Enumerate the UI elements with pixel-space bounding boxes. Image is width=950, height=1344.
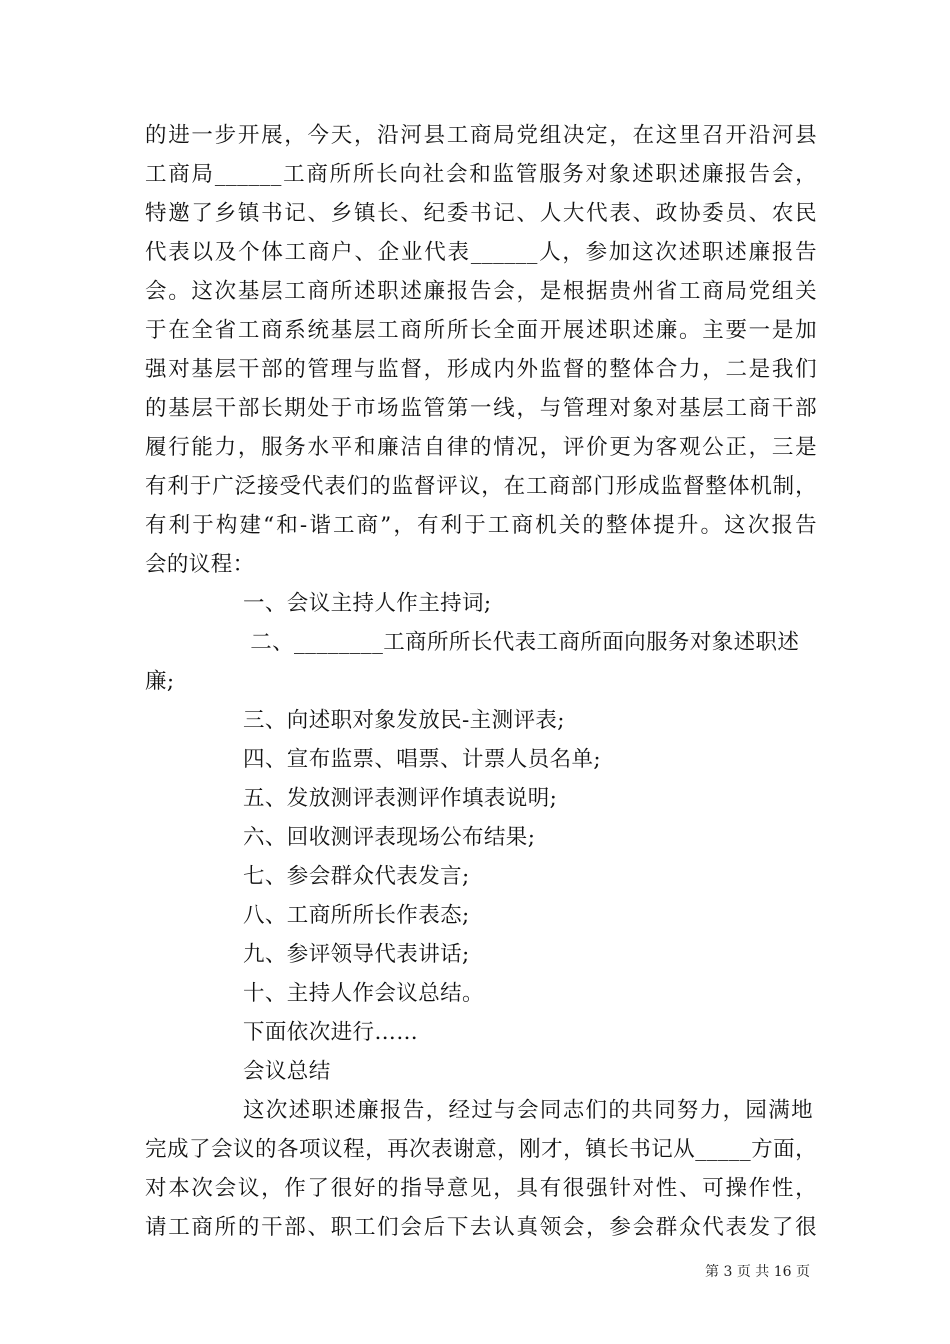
body-line: 有利于构建“和-谐工商”，有利于工商机关的整体提升。这次报告 xyxy=(145,513,817,538)
agenda-item: 九、参评领导代表讲话; xyxy=(243,942,470,967)
body-line: 代表以及个体工商户、企业代表______人，参加这次述职述廉报告 xyxy=(145,240,817,265)
body-line: 特邀了乡镇书记、乡镇长、纪委书记、人大代表、政协委员、农民 xyxy=(145,201,817,226)
summary-line: 完成了会议的各项议程，再次表谢意，刚才，镇长书记从_____方面， xyxy=(145,1137,817,1162)
body-line: 履行能力，服务水平和廉洁自律的情况，评价更为客观公正，三是 xyxy=(145,435,817,460)
agenda-item: 七、参会群众代表发言; xyxy=(243,864,470,889)
section-heading: 会议总结 xyxy=(243,1059,331,1084)
body-line: 的基层干部长期处于市场监管第一线，与管理对象对基层工商干部 xyxy=(145,396,817,421)
agenda-item: 一、会议主持人作主持词; xyxy=(243,591,492,616)
agenda-followup: 下面依次进行…… xyxy=(243,1020,419,1045)
body-line: 会。这次基层工商所述职述廉报告会，是根据贵州省工商局党组关 xyxy=(145,279,817,304)
page-number: 第 3 页 共 16 页 xyxy=(705,1264,810,1280)
agenda-item: 十、主持人作会议总结。 xyxy=(243,981,484,1006)
agenda-item: 六、回收测评表现场公布结果; xyxy=(243,825,536,850)
agenda-item: 三、向述职对象发放民-主测评表; xyxy=(243,708,565,733)
agenda-item: 五、发放测评表测评作填表说明; xyxy=(243,786,558,811)
agenda-item: 八、工商所所长作表态; xyxy=(243,903,470,928)
agenda-item-continuation: 廉; xyxy=(145,669,175,694)
body-line: 有利于广泛接受代表们的监督评议，在工商部门形成监督整体机制， xyxy=(145,474,817,499)
summary-line: 请工商所的干部、职工们会后下去认真领会，参会群众代表发了很 xyxy=(145,1215,817,1240)
body-line: 工商局______工商所所长向社会和监管服务对象述职述廉报告会， xyxy=(145,162,817,187)
summary-line: 对本次会议，作了很好的指导意见，具有很强针对性、可操作性， xyxy=(145,1176,817,1201)
agenda-item: 二、________工商所所长代表工商所面向服务对象述职述 xyxy=(243,630,800,655)
body-line: 于在全省工商系统基层工商所所长全面开展述职述廉。主要一是加 xyxy=(145,318,817,343)
body-line: 会的议程： xyxy=(145,552,255,577)
summary-line: 这次述职述廉报告，经过与会同志们的共同努力，园满地 xyxy=(243,1098,813,1123)
body-line: 的进一步开展，今天，沿河县工商局党组决定，在这里召开沿河县 xyxy=(145,123,817,148)
agenda-item: 四、宣布监票、唱票、计票人员名单; xyxy=(243,747,602,772)
body-line: 强对基层干部的管理与监督，形成内外监督的整体合力，二是我们 xyxy=(145,357,817,382)
